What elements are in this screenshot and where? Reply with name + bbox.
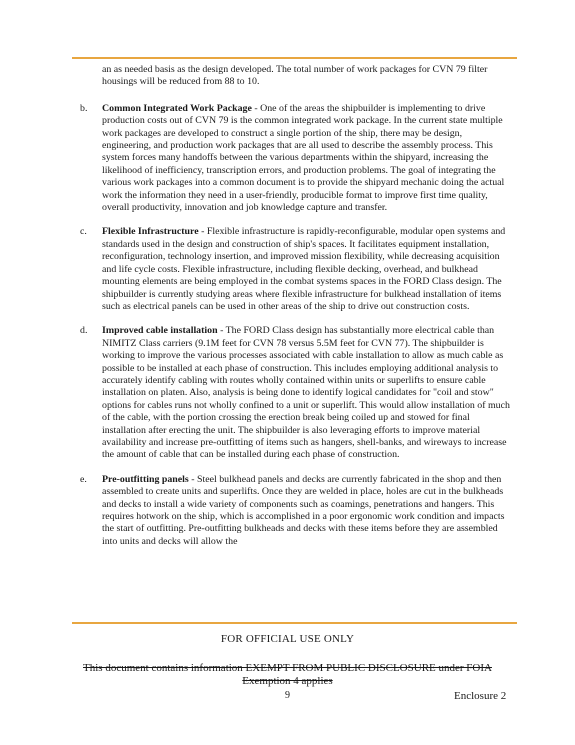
list-item-d	[80, 325, 510, 461]
list-item-c	[80, 226, 510, 313]
item-paragraph	[102, 226, 510, 313]
item-paragraph	[102, 474, 510, 548]
item-body: - Flexible infrastructure is rapidly-reconfigurable, modular open systems and standards used in the design and construction of ship's spaces. It facilitates equipment installation, reconfiguration, technology insertion, and improved mission flexibility, while decreasing acquisition and life cycle costs. Flexible infrastructure, including flexible decking, overhead, and bulkhead mounting elements are being employed in the combat systems spaces in the FORD Class design. The shipbuilder is currently studying areas where flexible infrastructure for bulkhead installation of items such as electrical panels can be used in other areas of the ship to drive out construction costs.	[102, 226, 506, 312]
item-letter: c.	[80, 226, 87, 238]
item-paragraph	[102, 103, 510, 215]
item-body: - One of the areas the shipbuilder is implementing to drive production costs out of CVN 79 is the common integrated work package. In the current state multiple work packages are developed to construct a single portion of the ship, there may be design, engineering, and production work packages that are all used to describe the assembly process. This system forces many handoffs between the various departments within the shipyard, increasing the likelihood of inefficiency, transcription errors, and production problems. The goal of integrating the various work packages into a common document is to provide the shipyard mechanic doing the actual work the information they need in a user-friendly, producible format to improve first time quality, overall productivity, innovation and job knowledge capture and transfer.	[102, 102, 505, 214]
item-heading: Pre-outfitting panels	[102, 473, 189, 485]
enclosure-label: Enclosure 2	[454, 690, 507, 702]
header-rule	[72, 57, 517, 59]
item-heading: Improved cable installation	[102, 325, 218, 337]
continuation-paragraph: an as needed basis as the design developed. The total number of work packages for CVN 79 filter housings will be reduced from 88 to 10.	[102, 64, 488, 88]
page-number: 9	[285, 690, 290, 701]
foia-notice-line1: This document contains information EXEMPT FROM PUBLIC DISCLOSURE under FOIA	[83, 662, 492, 674]
item-letter: b.	[80, 102, 88, 114]
item-paragraph	[102, 325, 510, 461]
list-item-b	[80, 103, 510, 215]
footer-rule	[72, 622, 517, 624]
security-marking: FOR OFFICIAL USE ONLY	[220, 633, 355, 645]
list-item-e	[80, 474, 510, 548]
item-letter: d.	[80, 325, 88, 337]
item-letter: e.	[80, 473, 87, 485]
item-body: - Steel bulkhead panels and decks are currently fabricated in the shop and then assembled to create units and superlifts. Once they are welded in place, holes are cut in the bulkheads and decks to install a wide variety of components such as coamings, penetrations and hangers. This requires hotwork on the ship, which is accomplished in a poor ergonomic work condition and impacts the start of outfitting. Pre-outfitting bulkheads and decks with these items before they are assembled into units and decks will allow the	[102, 473, 505, 547]
item-body: - The FORD Class design has substantially more electrical cable than NIMITZ Class carriers (9.1M feet for CVN 78 versus 5.5M feet for CVN 77). The shipbuilder is working to improve the various processes associated with cable installation to allow as much cable as possible to be installed at each phase of construction. This includes employing additional analysis to accurately identify cabling with routes wholly contained within units or superlifts to ensure cable installation on platen. Also, analysis is being done to identify logical candidates for "coil and stow" options for cables runs not wholly confined to a unit or superlift. This would allow installation of much of the cable, with the portion crossing the erection break being coiled up and stowed for final installation after erecting the unit. The shipbuilder is also leveraging efforts to improve material availability and increase pre-outfitting of items such as hangers, shell-banks, and wireways to increase the amount of cable that can be installed during each phase of construction.	[102, 325, 510, 461]
item-heading: Common Integrated Work Package	[102, 102, 252, 114]
body-text	[80, 64, 510, 560]
foia-notice-line2: Exemption 4 applies	[242, 675, 333, 687]
item-heading: Flexible Infrastructure	[102, 226, 199, 238]
